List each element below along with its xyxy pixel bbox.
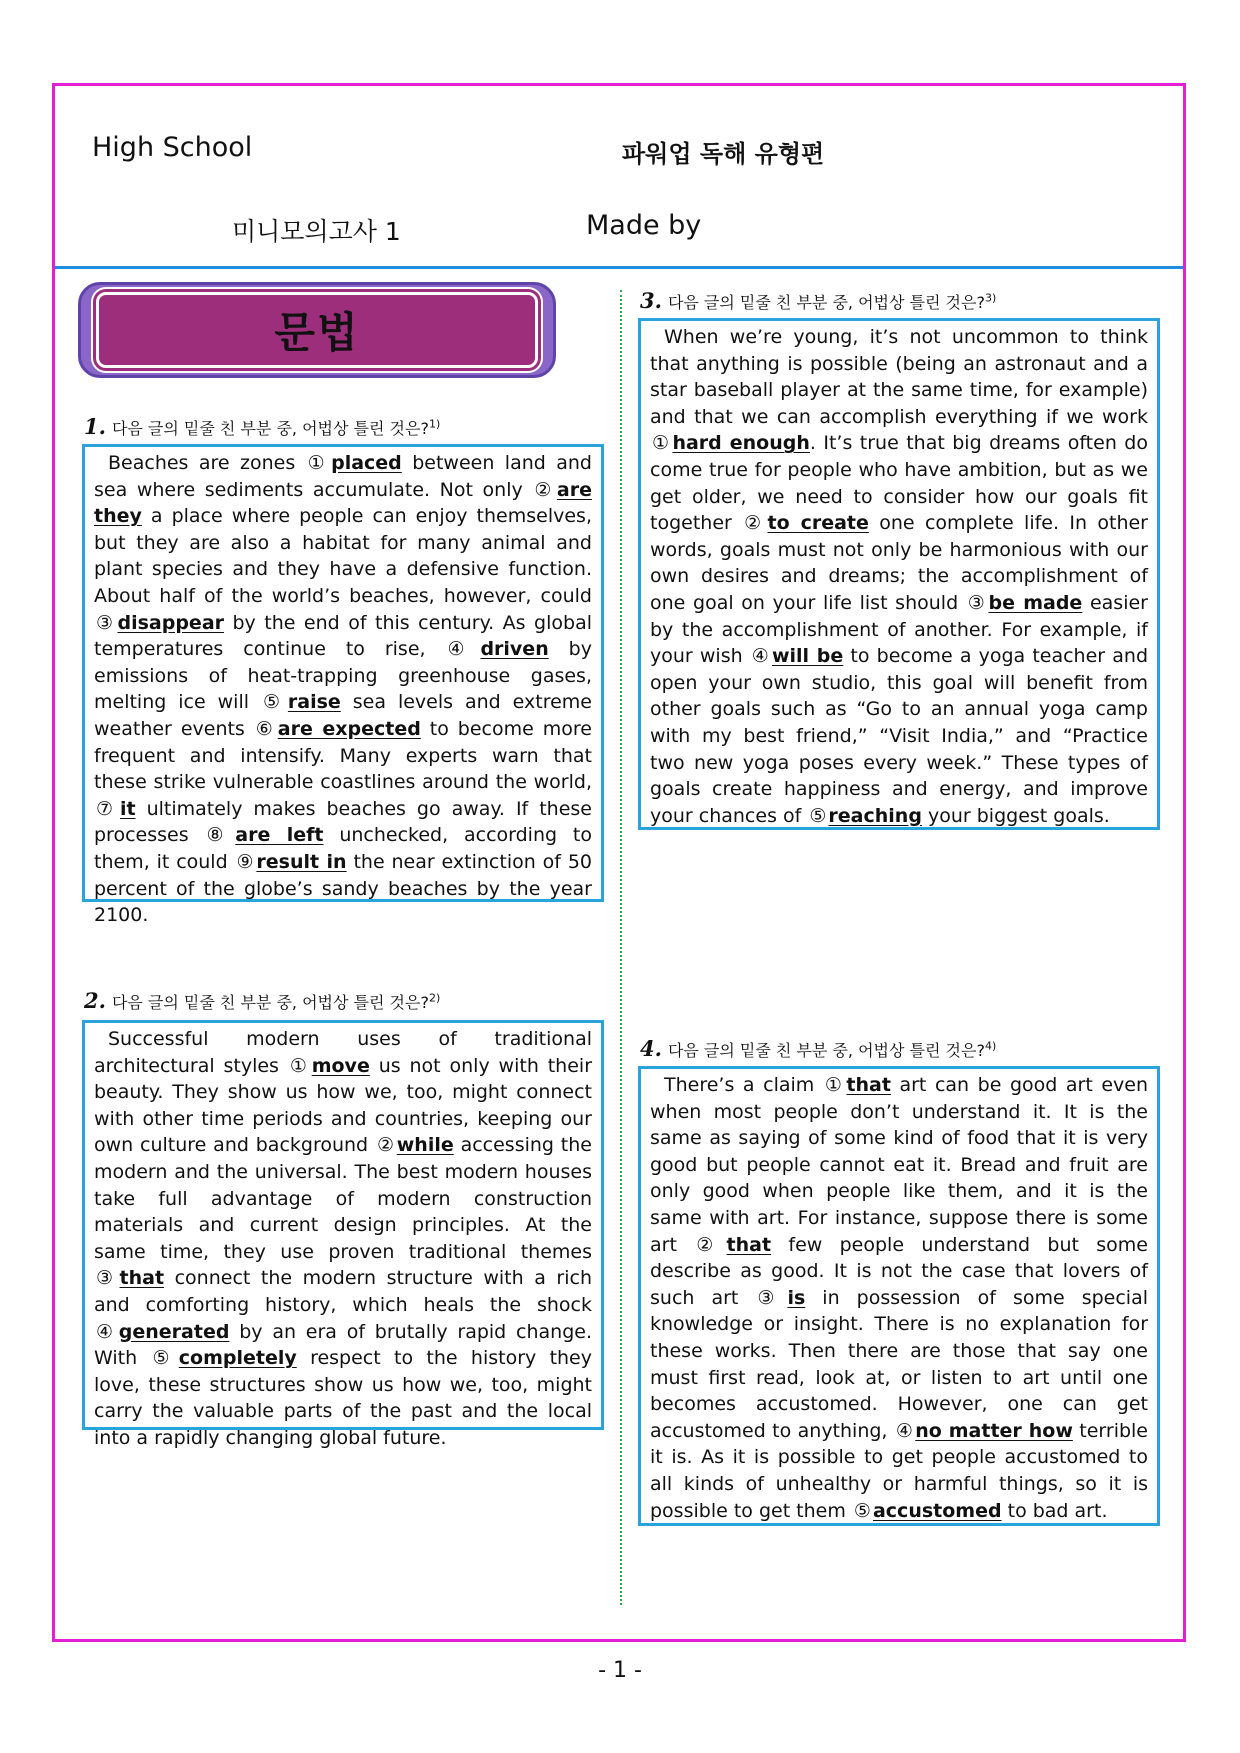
question-number: 3.	[640, 288, 662, 313]
passage-text-run: in possession of some special knowledge or insight. There is no explanation for these works. Then there are those that say one must first read, look at, or listen to art until one becomes accustomed. However, one can get accustomed to anything,	[650, 1286, 1148, 1442]
underlined-choice: generated	[118, 1320, 230, 1343]
question-passage-4	[638, 1066, 1160, 1526]
underlined-choice: hard enough	[672, 432, 810, 455]
choice-marker: ②	[744, 512, 766, 535]
underlined-choice: are they	[94, 478, 592, 528]
underlined-choice: are left	[235, 824, 324, 847]
passage-text-run: accessing the modern and the universal. The best modern houses take full advantage of modern construction materials and current design principles. At the same time, they use proven traditional themes	[94, 1134, 592, 1263]
header-title: 파워업 독해 유형편	[622, 140, 825, 168]
passage-text-run: a place where people can enjoy themselves, but they are also a habitat for many animal and plant species and they have a defensive function. About half of the world’s beaches, however, could	[94, 505, 592, 607]
footnote-ref: 2)	[428, 991, 441, 1005]
choice-marker: ⑤	[809, 804, 827, 827]
underlined-choice: is	[787, 1286, 806, 1309]
passage-text	[94, 1026, 592, 1452]
choice-marker: ④	[751, 645, 770, 668]
passage-text-run: art can be good art even when most people don’t understand it. It is the same as saying of some kind of food that it is very good but people cannot eat it. Bread and fruit are only good when people like them, and it is the same with art. For instance, suppose there is some art	[650, 1074, 1148, 1256]
choice-marker: ⑧	[206, 824, 234, 847]
footnote-ref: 3)	[984, 291, 997, 305]
passage-text	[94, 450, 592, 929]
passage-text-run: to become a yoga teacher and open your own studio, this goal will benefit from other goals such as “Go to an annual yoga camp with my best friend,” “Visit India,” and “Practice two new yoga poses every week.” These types of goals create happiness and energy, and improve your chances of	[650, 645, 1149, 827]
passage-text-run: respect to the history they love, these structures show us how we, too, might carry the valuable parts of the past and the local into a rapidly changing global future.	[94, 1347, 592, 1449]
choice-marker: ①	[289, 1054, 310, 1077]
header-rule	[55, 266, 1183, 269]
footnote-ref: 1)	[428, 417, 441, 431]
underlined-choice: be made	[988, 591, 1083, 614]
underlined-choice: no matter how	[915, 1419, 1073, 1442]
header-school: High School	[92, 132, 253, 163]
question-label-4	[640, 1036, 996, 1061]
choice-marker: ②	[696, 1233, 725, 1256]
passage-text-run: your biggest goals.	[921, 804, 1110, 827]
page-number: - 1 -	[598, 1658, 642, 1683]
passage-text-run: connect the modern structure with a rich and comforting history, which heals the shock	[94, 1267, 592, 1316]
passage-text-run: by an era of brutally rapid change. With	[94, 1320, 592, 1370]
underlined-choice: will be	[771, 645, 844, 668]
passage-text-run: Beaches are zones	[108, 452, 306, 474]
underlined-choice: are expected	[277, 717, 421, 740]
underlined-choice: driven	[480, 638, 549, 661]
choice-marker: ⑤	[262, 691, 286, 714]
underlined-choice: reaching	[828, 804, 922, 827]
passage-text-run: to become more frequent and intensify. Many experts warn that these strike vulnerable coastlines around the world,	[94, 717, 592, 794]
choice-marker: ③	[96, 1267, 118, 1290]
choice-marker: ③	[96, 611, 116, 634]
question-number: 1.	[84, 414, 106, 439]
choice-marker: ①	[824, 1074, 845, 1096]
question-number: 4.	[640, 1036, 662, 1061]
passage-text-run: When we’re young, it’s not uncommon to think that anything is possible (being an astronaut and a star baseball player at the same time, for example) and that we can accomplish everything if we work	[650, 326, 1148, 428]
passage-text-run: few people understand but some describe as good. It is not the case that lovers of such art	[650, 1233, 1148, 1309]
choice-marker: ④	[96, 1320, 117, 1343]
passage-text	[650, 324, 1148, 829]
underlined-choice: raise	[287, 691, 341, 714]
choice-marker: ⑤	[152, 1347, 177, 1370]
choice-marker: ④	[895, 1419, 914, 1442]
underlined-choice: that	[846, 1074, 891, 1096]
question-passage-3	[638, 318, 1160, 830]
choice-marker: ③	[757, 1286, 786, 1309]
passage-text-run: the near extinction of 50 percent of the globe’s sandy beaches by the year 2100.	[94, 850, 592, 927]
question-label-1	[84, 414, 440, 439]
passage-text-run: one complete life. In other words, goals must not only be harmonious with our own desires and dreams; the accomplishment of one goal on your life list should	[650, 512, 1148, 614]
choice-marker: ①	[307, 452, 330, 474]
underlined-choice: completely	[178, 1347, 297, 1370]
choice-marker: ④	[447, 638, 479, 661]
choice-marker: ⑥	[255, 717, 276, 740]
choice-marker: ②	[376, 1134, 395, 1157]
underlined-choice: disappear	[117, 611, 225, 634]
header-test-name: 미니모의고사 1	[232, 217, 401, 246]
column-divider	[620, 290, 622, 1605]
passage-text-run: Successful modern uses of traditional architectural styles	[94, 1028, 592, 1077]
choice-marker: ③	[967, 591, 987, 614]
choice-marker: ①	[652, 432, 671, 455]
underlined-choice: move	[311, 1054, 370, 1077]
underlined-choice: result in	[256, 850, 347, 873]
underlined-choice: while	[396, 1134, 454, 1157]
passage-text-run: between land and sea where sediments accumulate. Not only	[94, 452, 592, 501]
passage-text-run: easier by the accomplishment of another. For example, if your wish	[650, 591, 1148, 668]
underlined-choice: to create	[767, 512, 869, 535]
passage-text-run: sea levels and extreme weather events	[94, 691, 592, 740]
underlined-choice: that	[726, 1233, 772, 1256]
question-number: 2.	[84, 988, 106, 1013]
question-passage-2	[82, 1020, 604, 1449]
choice-marker: ⑦	[96, 797, 118, 820]
question-instruction: 다음 글의 밑줄 친 부분 중, 어법상 틀린 것은?	[667, 293, 985, 312]
underlined-choice: placed	[331, 452, 402, 474]
question-instruction: 다음 글의 밑줄 친 부분 중, 어법상 틀린 것은?	[111, 419, 429, 438]
section-badge: 문법	[274, 308, 360, 357]
underlined-choice: accustomed	[872, 1499, 1002, 1522]
passage-text-run: ultimately makes beaches go away. If these processes	[94, 797, 592, 847]
passage-text	[650, 1072, 1148, 1524]
passage-text-run: There’s a claim	[664, 1074, 823, 1096]
underlined-choice: it	[119, 797, 136, 820]
passage-text-run: unchecked, according to them, it could	[94, 824, 592, 873]
footnote-ref: 4)	[984, 1039, 997, 1053]
question-passage-1	[82, 444, 604, 927]
question-instruction: 다음 글의 밑줄 친 부분 중, 어법상 틀린 것은?	[667, 1041, 985, 1060]
question-label-2	[84, 988, 440, 1013]
passage-text-run: . It’s true that big dreams often do come true for people who have ambition, but as we get older, we need to consider how our goals fit together	[650, 432, 1148, 535]
header-made-by: Made by	[586, 210, 702, 241]
question-label-3	[640, 288, 996, 313]
choice-marker: ②	[534, 478, 555, 501]
choice-marker: ⑤	[853, 1499, 871, 1522]
passage-text-run: terrible it is. As it is possible to get people accustomed to all kinds of unhealthy or harmful things, so it is possible to get them	[650, 1419, 1149, 1522]
passage-text-run: by the end of this century. As global temperatures continue to rise,	[94, 611, 592, 661]
question-instruction: 다음 글의 밑줄 친 부분 중, 어법상 틀린 것은?	[111, 993, 429, 1012]
passage-text-run: us not only with their beauty. They show us how we, too, might connect with other time periods and countries, keeping our own culture and background	[94, 1054, 593, 1157]
underlined-choice: that	[119, 1267, 165, 1290]
choice-marker: ⑨	[236, 850, 255, 873]
passage-text-run: by emissions of heat-trapping greenhouse gases, melting ice will	[94, 638, 592, 714]
passage-text-run: to bad art.	[1001, 1499, 1108, 1522]
